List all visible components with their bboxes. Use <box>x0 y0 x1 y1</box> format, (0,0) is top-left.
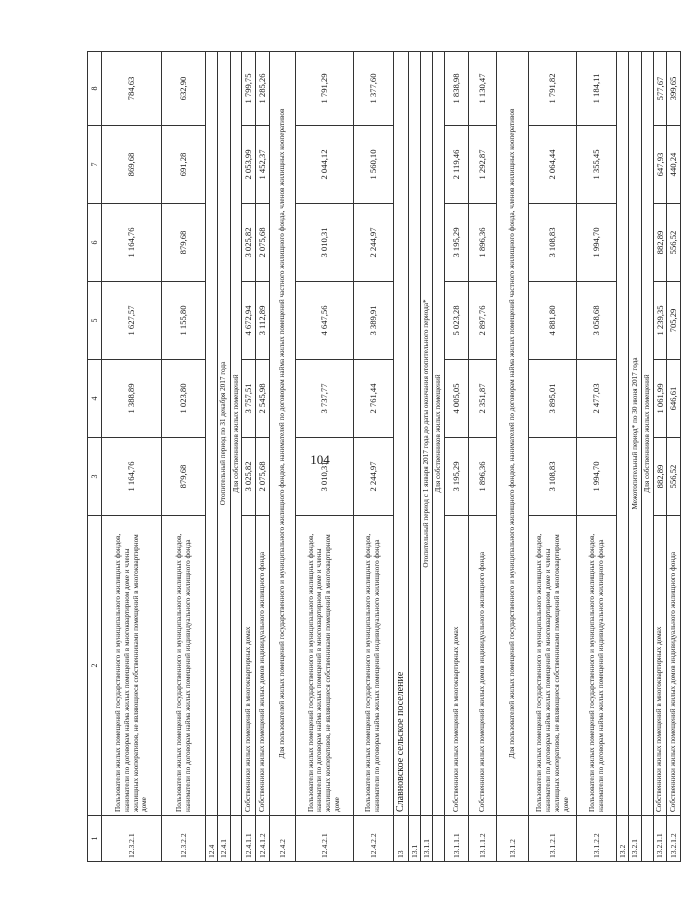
row-description: Пользователи жилых помещений государственного и муниципального жилищных фондов, наниматели по договорам найма жилых помещений индивидуального жилищного фонда <box>162 516 206 816</box>
page-number: 104 <box>310 452 330 467</box>
row-description: Пользователи жилых помещений государственного и муниципального жилищных фондов, наниматели по договорам найма жилых помещений в многоквартирном доме и члены жилищных кооперативов, не являющиеся собственниками помещений в многоквартирном доме <box>102 516 162 816</box>
section-title <box>206 52 218 816</box>
tariff-value: 3 757,51 <box>242 360 255 438</box>
rotated-table-sheet <box>87 52 679 862</box>
tariff-value: 1 799,75 <box>242 52 255 126</box>
row-code: 12.4.1.2 <box>255 816 269 862</box>
table-row <box>667 52 681 862</box>
tariff-value: 2 064,44 <box>529 126 577 204</box>
tariff-value: 1 994,70 <box>577 204 617 282</box>
row-code: 13.2.1.1 <box>653 816 666 862</box>
row-description: Собственники жилых помещений жилых домов индивидуального жилищного фонда <box>255 516 269 816</box>
section-row <box>433 52 445 862</box>
tariff-value: 1 896,36 <box>469 438 497 516</box>
row-code: 13.1.2.1 <box>529 816 577 862</box>
row-description: Пользователи жилых помещений государственного и муниципального жилищных фондов, наниматели по договорам найма жилых помещений индивидуального жилищного фонда <box>353 516 393 816</box>
tariff-value: 3 058,68 <box>577 282 617 360</box>
tariff-value: 3 108,83 <box>529 204 577 282</box>
tariff-value: 1 838,98 <box>445 52 469 126</box>
section-row <box>497 52 529 862</box>
tariff-value: 705,29 <box>667 282 681 360</box>
tariff-value: 1 377,60 <box>353 52 393 126</box>
tariff-value: 1 061,99 <box>653 360 666 438</box>
row-description: Собственники жилых помещений в многоквартирных домах <box>653 516 666 816</box>
tariff-value: 691,28 <box>162 126 206 204</box>
table-row <box>162 52 206 862</box>
tariff-value: 2 244,97 <box>353 204 393 282</box>
tariff-value: 3 025,82 <box>242 438 255 516</box>
tariff-value: 5 023,28 <box>445 282 469 360</box>
section-title: Для собственников жилых помещений <box>641 52 653 816</box>
tariff-value: 399,65 <box>667 52 681 126</box>
tariff-value: 4 881,80 <box>529 282 577 360</box>
tariff-value: 3 010,31 <box>295 438 353 516</box>
tariff-value: 4 005,05 <box>445 360 469 438</box>
row-description: Пользователи жилых помещений государственного и муниципального жилищных фондов, наниматели по договорам найма жилых помещений в многоквартирном доме и члены жилищных кооперативов, не являющиеся собственниками помещений в многоквартирном доме <box>529 516 577 816</box>
section-title <box>617 52 629 816</box>
row-code: 13.2 <box>617 816 629 862</box>
section-title: Для собственников жилых помещений <box>230 52 242 816</box>
tariff-value: 1 023,80 <box>162 360 206 438</box>
row-code: 13.1.1 <box>421 816 433 862</box>
tariff-value: 646,61 <box>667 360 681 438</box>
section-row <box>629 52 641 862</box>
row-code <box>641 816 653 862</box>
tariff-value: 882,89 <box>653 204 666 282</box>
tariff-value: 1 164,76 <box>102 438 162 516</box>
tariff-value: 440,24 <box>667 126 681 204</box>
row-description: Собственники жилых помещений в многоквартирных домах <box>242 516 255 816</box>
row-code: 13.2.1.2 <box>667 816 681 862</box>
tariff-value: 1 239,35 <box>653 282 666 360</box>
column-number-row <box>88 52 102 862</box>
tariff-value: 869,68 <box>102 126 162 204</box>
section-row <box>641 52 653 862</box>
section-title: Отопительный период с 1 января 2017 года до даты окончания отопительного периода* <box>421 52 433 816</box>
tariff-value: 632,90 <box>162 52 206 126</box>
section-title: Для пользователей жилых помещений государственного и муниципального жилищного фондов, нанимателей по договорам найма жилых помещений частного жилищного фонда, членов жилищных кооперативов <box>497 52 529 816</box>
section-title: Для собственников жилых помещений <box>433 52 445 816</box>
tariff-value: 1 994,70 <box>577 438 617 516</box>
tariff-value: 3 737,77 <box>295 360 353 438</box>
column-number: 8 <box>88 52 102 126</box>
section-row <box>393 52 408 862</box>
table-row <box>255 52 269 862</box>
section-title: Отопительный период по 31 декабря 2017 года <box>218 52 230 816</box>
tariff-value: 879,68 <box>162 204 206 282</box>
row-description: Собственники жилых помещений в многоквартирных домах <box>445 516 469 816</box>
column-number: 5 <box>88 282 102 360</box>
tariff-value: 2 119,46 <box>445 126 469 204</box>
row-code <box>433 816 445 862</box>
tariff-value: 3 195,29 <box>445 438 469 516</box>
section-title: Для пользователей жилых помещений государственного и муниципального жилищного фондов, нанимателей по договорам найма жилых помещений частного жилищного фонда, членов жилищных кооперативов <box>269 52 295 816</box>
tariff-value: 1 355,45 <box>577 126 617 204</box>
tariff-value: 3 195,29 <box>445 204 469 282</box>
tariff-value: 1 285,26 <box>255 52 269 126</box>
row-code: 12.4 <box>206 816 218 862</box>
table-row <box>242 52 255 862</box>
row-code: 12.3.2.1 <box>102 816 162 862</box>
section-row <box>269 52 295 862</box>
row-code: 13.2.1 <box>629 816 641 862</box>
tariff-value: 3 895,01 <box>529 360 577 438</box>
section-title: Межотопительный период* по 30 июня 2017 года <box>629 52 641 816</box>
tariff-value: 1 155,80 <box>162 282 206 360</box>
tariff-value: 1 791,82 <box>529 52 577 126</box>
section-row <box>218 52 230 862</box>
column-number: 4 <box>88 360 102 438</box>
table-body <box>88 52 681 862</box>
table-row <box>577 52 617 862</box>
tariff-value: 879,68 <box>162 438 206 516</box>
table-row <box>445 52 469 862</box>
tariff-value: 3 025,82 <box>242 204 255 282</box>
tariff-value: 1 164,76 <box>102 204 162 282</box>
tariff-value: 1 627,57 <box>102 282 162 360</box>
row-description: Пользователи жилых помещений государственного и муниципального жилищных фондов, наниматели по договорам найма жилых помещений индивидуального жилищного фонда <box>577 516 617 816</box>
table-row <box>653 52 666 862</box>
section-title <box>408 52 420 816</box>
tariff-value: 3 389,91 <box>353 282 393 360</box>
tariff-value: 882,89 <box>653 438 666 516</box>
column-number: 3 <box>88 438 102 516</box>
table-row <box>353 52 393 862</box>
tariff-value: 1 896,36 <box>469 204 497 282</box>
tariff-value: 1 184,11 <box>577 52 617 126</box>
row-code: 12.4.1 <box>218 816 230 862</box>
column-number: 2 <box>88 516 102 816</box>
tariff-value: 4 672,94 <box>242 282 255 360</box>
tariff-value: 556,52 <box>667 438 681 516</box>
tariff-value: 2 897,76 <box>469 282 497 360</box>
table-row <box>295 52 353 862</box>
table-row <box>529 52 577 862</box>
row-code: 13.1.1.2 <box>469 816 497 862</box>
row-code: 12.4.2 <box>269 816 295 862</box>
tariff-value: 1 791,29 <box>295 52 353 126</box>
row-code: 12.3.2.2 <box>162 816 206 862</box>
tariff-value: 1 452,37 <box>255 126 269 204</box>
tariff-value: 2 053,99 <box>242 126 255 204</box>
tariff-value: 784,63 <box>102 52 162 126</box>
tariff-value: 2 351,87 <box>469 360 497 438</box>
row-code: 13 <box>393 816 408 862</box>
tariff-value: 4 647,56 <box>295 282 353 360</box>
tariff-value: 3 010,31 <box>295 204 353 282</box>
tariff-value: 1 130,47 <box>469 52 497 126</box>
tariff-value: 577,67 <box>653 52 666 126</box>
row-code: 12.4.2.1 <box>295 816 353 862</box>
row-description: Собственники жилых помещений жилых домов индивидуального жилищного фонда <box>469 516 497 816</box>
tariff-value: 2 761,44 <box>353 360 393 438</box>
row-code: 12.4.2.2 <box>353 816 393 862</box>
row-code: 12.4.1.1 <box>242 816 255 862</box>
tariff-value: 1 388,89 <box>102 360 162 438</box>
section-title: Славновское сельское поселение <box>393 52 408 816</box>
column-number: 7 <box>88 126 102 204</box>
tariff-value: 2 044,12 <box>295 126 353 204</box>
section-row <box>206 52 218 862</box>
column-number: 6 <box>88 204 102 282</box>
tariff-value: 2 477,03 <box>577 360 617 438</box>
row-code: 13.1.2 <box>497 816 529 862</box>
section-row <box>617 52 629 862</box>
tariff-value: 2 075,68 <box>255 204 269 282</box>
row-code <box>230 816 242 862</box>
table-row <box>469 52 497 862</box>
section-row <box>408 52 420 862</box>
tariff-value: 1 292,87 <box>469 126 497 204</box>
tariff-value: 2 075,68 <box>255 438 269 516</box>
row-description: Собственники жилых помещений жилых домов индивидуального жилищного фонда <box>667 516 681 816</box>
tariff-value: 2 545,98 <box>255 360 269 438</box>
tariff-value: 556,52 <box>667 204 681 282</box>
table-row <box>102 52 162 862</box>
tariff-value: 3 112,89 <box>255 282 269 360</box>
row-code: 13.1.2.2 <box>577 816 617 862</box>
section-row <box>230 52 242 862</box>
column-number: 1 <box>88 816 102 862</box>
row-code: 13.1.1.1 <box>445 816 469 862</box>
tariff-value: 1 560,10 <box>353 126 393 204</box>
tariff-value: 2 244,97 <box>353 438 393 516</box>
tariff-value: 647,93 <box>653 126 666 204</box>
tariff-value: 3 108,83 <box>529 438 577 516</box>
row-description: Пользователи жилых помещений государственного и муниципального жилищных фондов, наниматели по договорам найма жилых помещений в многоквартирном доме и члены жилищных кооперативов, не являющиеся собственниками помещений в многоквартирном доме <box>295 516 353 816</box>
section-row <box>421 52 433 862</box>
tariff-table <box>87 51 681 862</box>
row-code: 13.1 <box>408 816 420 862</box>
